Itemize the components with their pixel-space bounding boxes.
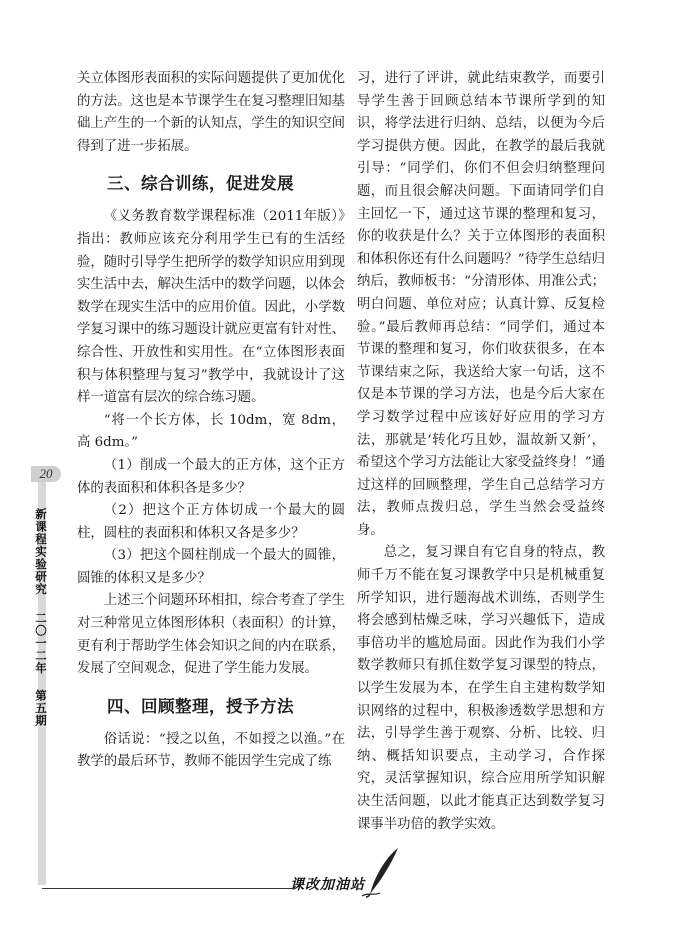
question-3: （3）把这个圆柱削成一个最大的圆锥，圆锥的体积又是多少？: [77, 548, 345, 586]
question-1: （1）削成一个最大的正方体，这个正方体的表面积和体积各是多少？: [77, 457, 345, 496]
paragraph: 《义务教育数学课程标准（2011年版）》指出：教师应该充分利用学生已有的生活经验，随时引导学生把所学的数学知识应用到现实生活中去，解决生活中的数学问题，以体会数学在现实生活中的应用价值。因此，小学数学复习课中的练习题设计就应更富有针对性、综合性、开放性和实用性。在“立体图形表面积与体积整理与复习”教学中，我就设计了这样一道富有层次的综合练习题。: [77, 209, 345, 406]
page-number: 20: [31, 466, 61, 482]
paragraph: 总之，复习课自有它自身的特点，教师千万不能在复习课教学中只是机械重复所学知识，进行题海战术训练，否则学生将会感到枯燥乏味，学习兴趣低下，造成事倍功半的尴尬局面。因此作为我们小学数学教师只有抓住数学复习课型的特点，以学生发展为本，在学生自主建构数学知识网络的过程中，积极渗透数学思想和方法，引导学生善于观察、分析、比较、归纳、概括知识要点，主动学习，合作探究，灵活掌握知识，综合应用所学知识解决生活问题，以此才能真正达到数学复习课事半功倍的教学实效。: [357, 545, 605, 832]
paragraph: 俗话说：“授之以鱼，不如授之以渔。”在教学的最后环节，教师不能因学生完成了练: [77, 731, 345, 770]
paragraph: 上述三个问题环环相扣，综合考查了学生对三种常见立体图形体积（表面积）的计算，更有利于帮助学生体会知识之间的内在联系，发展了空间观念，促进了学生能力发展。: [77, 593, 345, 677]
footer-rule: [42, 888, 292, 889]
journal-name: 新课程实验研究: [34, 508, 48, 596]
issue-label: 二〇一二年 第五期: [34, 612, 48, 727]
question-2: （2）把这个正方体切成一个最大的圆柱，圆柱的表面积和体积又各是多少？: [77, 503, 345, 541]
paragraph: 习，进行了评讲，就此结束教学，而要引导学生善于回顾总结本节课所学到的知识，将学法进行归纳、总结，以便为今后学习提供方便。因此，在教学的最后我就引导：“同学们，你们不但会归纳整理问题，而且很会解决问题。下面请同学们自主回忆一下，通过这节课的整理和复习，你的收获是什么？关于立体图形的表面积和体积你还有什么问题吗？”待学生总结归纳后，教师板书：“分清形体、用准公式；明白问题、单位对应；认真计算、反复检验。”最后教师再总结：“同学们，通过本节课的整理和复习，你们收获很多，在本节课结束之际，我送给大家一句话，这不仅是本节课的学习方法，也是今后大家在学习数学过程中应该好好应用的学习方法，那就是‘转化巧且妙，温故新又新’，希望这个学习方法能让大家受益终身！”通过这样的回顾整理，学生自己总结学习方法，教师点拨归总，学生当然会受益终身。: [357, 71, 605, 538]
quill-icon: [360, 846, 402, 898]
footer-column-name: 课改加油站: [290, 877, 365, 893]
right-column: [357, 68, 605, 836]
section-heading: 三、综合训练，促进发展: [107, 174, 294, 194]
left-column: [77, 68, 345, 774]
section-heading: 四、回顾整理，授予方法: [107, 696, 294, 716]
paragraph: “将一个长方体，长 10dm，宽 8dm，高 6dm。”: [77, 412, 345, 451]
paragraph: 关立体图形表面积的实际问题提供了更加优化的方法。这也是本节课学生在复习整理旧知基础上产生的一个新的认知点，学生的知识空间得到了进一步拓展。: [77, 71, 345, 154]
